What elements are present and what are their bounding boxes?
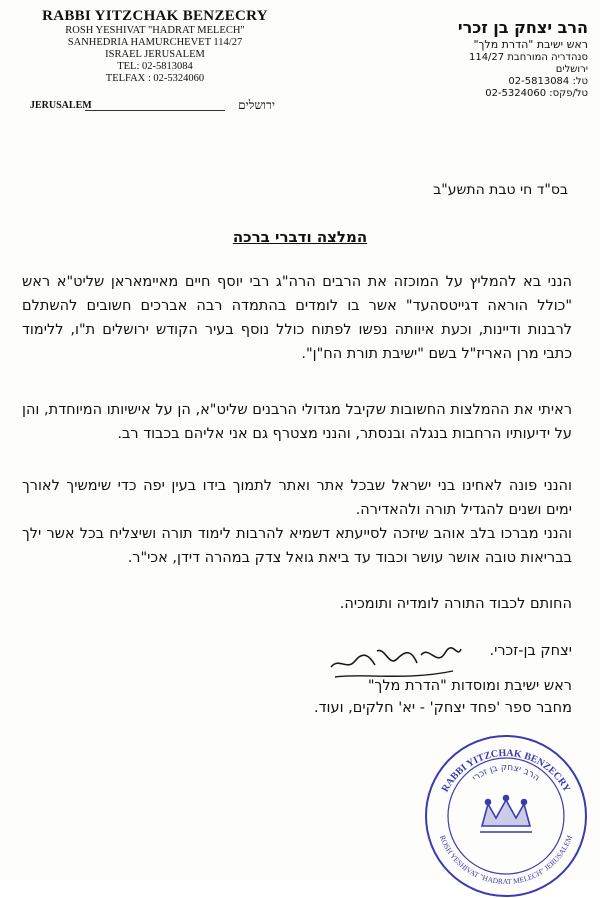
letterhead-hebrew xyxy=(348,18,588,100)
letterhead-hebrew-line: ראש ישיבת "הדרת מלך" xyxy=(473,38,588,51)
letter-closing: החותם לכבוד התורה לומדיה ותומכיה. xyxy=(339,596,572,612)
date-field xyxy=(30,100,275,116)
date-field-rule xyxy=(85,110,225,111)
letter-dateline: בס"ד חי טבת התשע"ב xyxy=(433,182,568,198)
letterhead-english-line: SANHEDRIA HAMURCHEVET 114/27 xyxy=(67,37,243,48)
signer-title: ראש ישיבת ומוסדות "הדרת מלך" xyxy=(367,678,572,694)
letter-paragraph: ראיתי את ההמלצות החשובות שקיבל מגדולי הרבנים שליט"א, הן על אישיותו המיוחדת, והן על ידיעותיו הרחבות בנגלה ובנסתר, והנני מצטרף גם אני אליהם בכבוד רב. xyxy=(22,402,572,442)
date-field-english-label: JERUSALEM xyxy=(30,100,92,111)
letterhead-english-name: RABBI YITZCHAK BENZECRY xyxy=(42,8,268,24)
letterhead-hebrew-line: ירושלים xyxy=(555,64,588,75)
letterhead-hebrew-line: סנהדריה המורחבת 114/27 xyxy=(468,52,588,63)
date-field-hebrew-label: ירושלים xyxy=(238,98,275,112)
letterhead-english-line: ROSH YESHIVAT "HADRAT MELECH" xyxy=(65,25,245,36)
signer-publication: מחבר ספר 'פחד יצחק' - יא' חלקים, ועוד. xyxy=(314,700,572,716)
letter-paragraph: הנני בא להמליץ על המוכזה את הרבים הרה"ג רבי יוסף חיים מאיימאראן שליט"א ראש "כולל הוראה דגייטסהעד" אשר בו לומדים בהתמדה רבה אברכים חשובים להשתלם לרבנות ודיינות, וכעת איוותה נפשו לפתוח כולל נוסף בעיר הקודש ירושלים ת"ו, ללימוד כתבי מרן האריז"ל בשם "ישיבת תורת הח"ן". xyxy=(22,274,572,362)
letterhead-hebrew-name: הרב יצחק בן זכרי xyxy=(457,18,588,37)
letterhead-hebrew-line: טל: 02-5813084 xyxy=(508,76,588,87)
letterhead-english xyxy=(10,8,300,85)
letter-paragraph: והנני פונה לאחינו בני ישראל שבכל אתר ואתר לתמוך בידו בעין יפה כדי שימשיך לאורך ימים ושנים להגדיל תורה ולהאדירה. xyxy=(22,478,572,518)
letterhead-hebrew-line: טל/פקס: 02-5324060 xyxy=(485,88,588,99)
letterhead-english-line: TEL: 02-5813084 xyxy=(117,61,193,72)
letterhead-english-line: TELFAX : 02-5324060 xyxy=(105,73,205,84)
rabbi-stamp-seal xyxy=(418,722,594,898)
letter-paragraph: והנני מברכו בלב אוהב שיזכה לסייעתא דשמיא להרבות לימוד תורה ושיצליח בכל אשר ילך בבריאות טובה אושר עושר וכבוד עד ביאת גואל צדק במהרה דידן, אכי"ר. xyxy=(22,526,572,566)
letter-subject: המלצה ודברי ברכה xyxy=(232,228,368,246)
signer-name: יצחק בן-זכרי. xyxy=(489,643,572,659)
svg-text:RABBI YITZCHAK BENZECRY: RABBI YITZCHAK BENZECRY xyxy=(439,747,573,795)
letterhead-english-line: ISRAEL JERUSALEM xyxy=(105,49,205,60)
crown-icon xyxy=(480,796,532,833)
svg-text:ROSH YESHIVAT "HADRAT MELECH": ROSH YESHIVAT "HADRAT MELECH" JERUSALEM xyxy=(437,834,575,887)
svg-text:הרב יצחק בן זכרי: הרב יצחק בן זכרי xyxy=(470,762,542,784)
